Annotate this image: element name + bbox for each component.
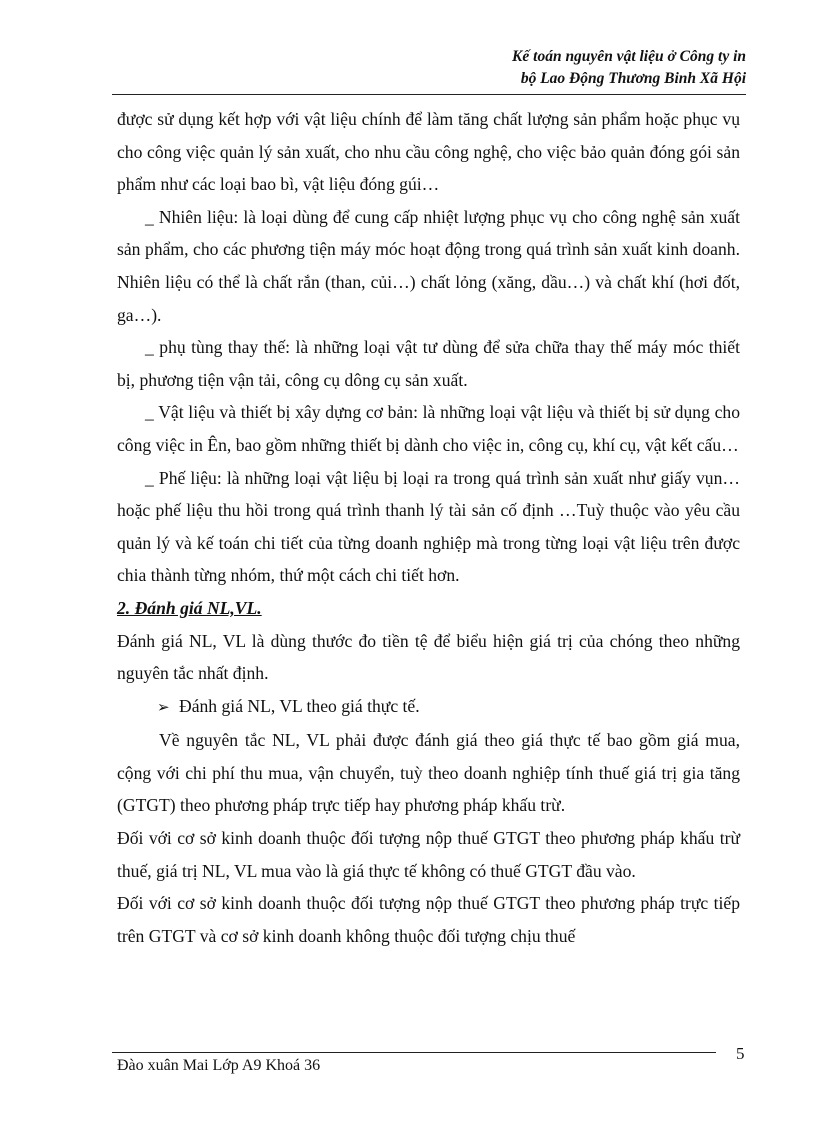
paragraph-direct-method: Đối với cơ sở kinh doanh thuộc đối tượng nộp thuế GTGT theo phương pháp trực tiếp trên GTGT và cơ sở kinh doanh không thuộc đối tượng chịu thuế [117, 893, 740, 946]
section-heading: 2. Đánh giá NL,VL. [117, 597, 262, 618]
page-header [512, 46, 746, 90]
paragraph-spare-parts: _ phụ tùng thay thế: là những loại vật tư dùng để sửa chữa thay thế máy móc thiết bị, phương tiện vận tải, công cụ dông cụ sản xuất. [117, 337, 740, 390]
bullet-text: Đánh giá NL, VL theo giá thực tế. [179, 695, 420, 716]
paragraph-continuation: được sử dụng kết hợp với vật liệu chính để làm tăng chất lượng sản phẩm hoặc phục vụ cho công việc quản lý sản xuất, cho nhu cầu công nghệ, cho việc bảo quản đóng gói sản phẩm như các loại bao bì, vật liệu đóng gúi… [117, 109, 740, 195]
footer-author: Đào xuân Mai Lớp A9 Khoá 36 [117, 1057, 321, 1074]
header-title-line1: Kế toán nguyên vật liệu ở Công ty in [512, 48, 746, 65]
document-body [117, 103, 740, 952]
paragraph-principle: Về nguyên tắc NL, VL phải được đánh giá theo giá thực tế bao gồm giá mua, cộng với chi phí thu mua, vận chuyển, tuỳ theo doanh nghiệp tính thuế giá trị gia tăng (GTGT) theo phương pháp trực tiếp hay phương pháp khấu trừ. [117, 730, 740, 816]
paragraph-construction-materials: _ Vật liệu và thiết bị xây dựng cơ bản: là những loại vật liệu và thiết bị sử dụng cho công việc in Ên, bao gồm những thiết bị dành cho việc in, công cụ, khí cụ, vật kết cấu… [117, 402, 740, 455]
header-divider [112, 94, 746, 95]
paragraph-scrap: _ Phế liệu: là những loại vật liệu bị loại ra trong quá trình sản xuất như giấy vụn… hoặc phế liệu thu hồi trong quá trình thanh lý tài sản cố định …Tuỳ thuộc vào yêu cầu quản lý và kế toán chi tiết của từng doanh nghiệp mà trong từng loại vật liệu trên được chia thành từng nhóm, thứ một cách chi tiết hơn. [117, 467, 740, 586]
footer-divider [112, 1052, 716, 1053]
paragraph-fuel: _ Nhiên liệu: là loại dùng để cung cấp nhiệt lượng phục vụ cho công nghệ sản xuất sản phẩm, cho các phương tiện máy móc hoạt động trong quá trình sản xuất kinh doanh. Nhiên liệu có thể là chất rắn (than, củi…) chất lỏng (xăng, dầu…) và chất khí (hơi đốt, ga…). [117, 206, 740, 325]
header-title-line2: bộ Lao Động Thương Binh Xã Hội [520, 70, 746, 87]
page-number: 5 [736, 1044, 745, 1063]
paragraph-deduction-method: Đối với cơ sở kinh doanh thuộc đối tượng nộp thuế GTGT theo phương pháp khấu trừ thuế, giá trị NL, VL mua vào là giá thực tế không có thuế GTGT đầu vào. [117, 828, 740, 881]
arrowhead-bullet-icon: ➢ [157, 699, 170, 716]
bullet-item [117, 690, 740, 725]
section-intro: Đánh giá NL, VL là dùng thước đo tiền tệ để biểu hiện giá trị của chóng theo những nguyên tắc nhất định. [117, 630, 740, 684]
